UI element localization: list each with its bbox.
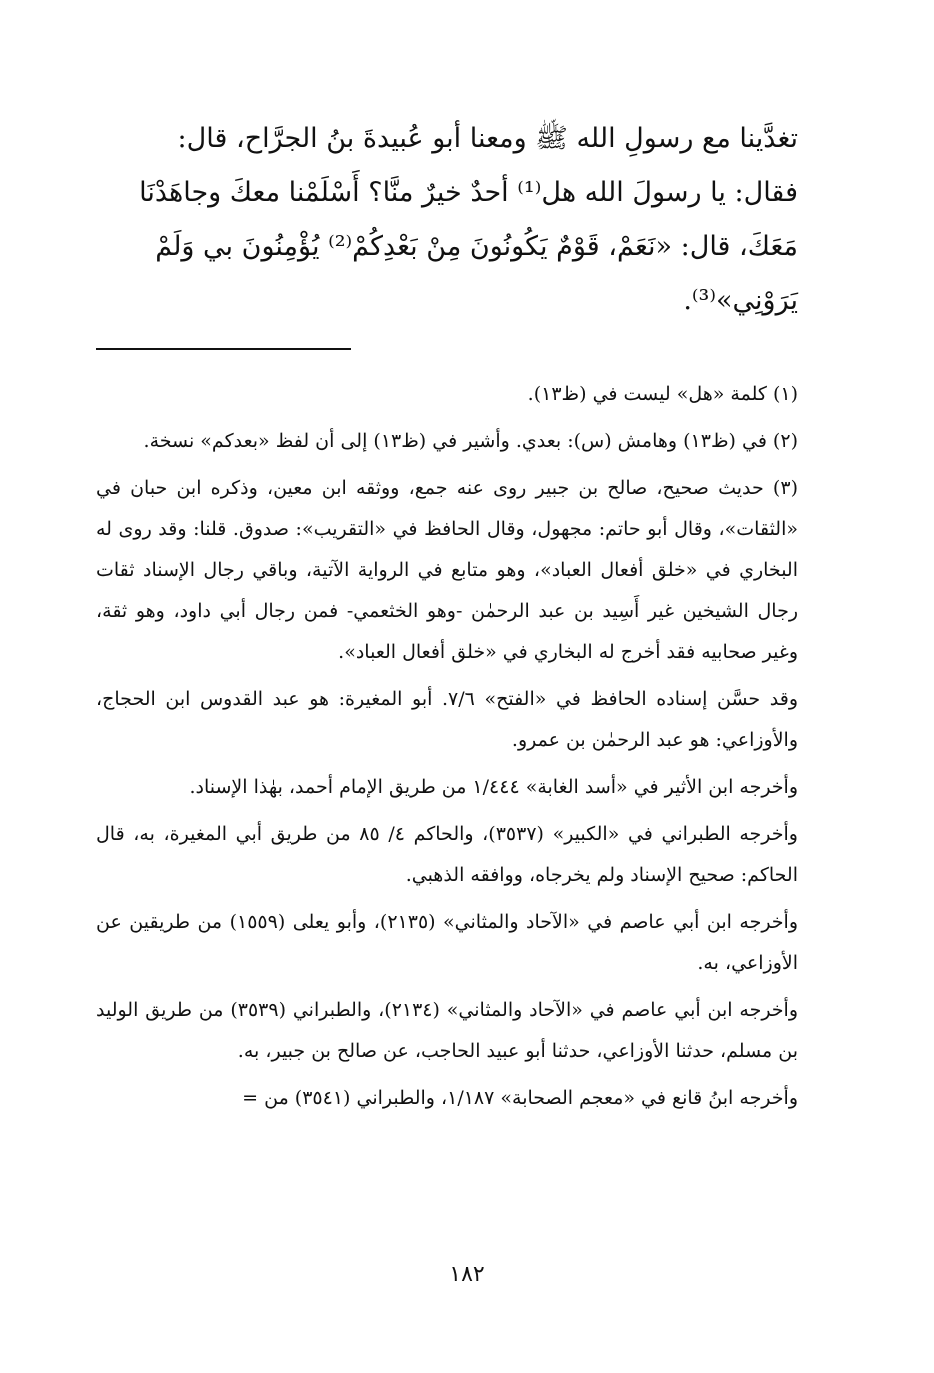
footnotes (96, 374, 798, 1119)
page-body (96, 112, 798, 1125)
footnote-paragraph: وأخرجه ابن أبي عاصم في «الآحاد والمثاني» (٢١٣٥)، وأبو يعلى (١٥٥٩) من طريقين عن الأوزاعي، به. (96, 911, 799, 974)
footnote-paragraph: وقد حسَّن إسناده الحافظ في «الفتح» ٧/٦. أبو المغيرة: هو عبد القدوس ابن الحجاج، والأوزاعي: هو عبد الرحمٰن بن عمرو. (96, 688, 798, 751)
footnote-paragraph: وأخرجه الطبراني في «الكبير» (٣٥٣٧)، والحاكم ٤/ ٨٥ من طريق أبي المغيرة، به، قال الحاكم: صحيح الإسناد ولم يخرجاه، ووافقه الذهبي. (96, 823, 798, 886)
footnote-paragraph: وأخرجه ابن الأثير في «أسد الغابة» ١/٤٤٤ من طريق الإمام أحمد، بهٰذا الإسناد. (189, 776, 798, 798)
main-text-line: تغدَّينا مع رسولِ الله ﷺ ومعنا أبو عُبيدةَ بنُ الجرَّاح، قال: (177, 123, 798, 154)
footnote-3: (٣) حديث صحيح، صالح بن جبير روى عنه جمع، ووثقه ابن معين، وذكره ابن حبان في «الثقات»، وقال أبو حاتم: مجهول، وقال الحافظ في «التقريب»: صدوق. قلنا: وقد روى له البخاري في «خلق أفعال العباد»، وهو متابع في الرواية الآتية، وباقي رجال الإسناد ثقات رجال الشيخين غير أَسِيد بن عبد الرحمٰن -وهو الخثعمي- فمن رجال أبي داود، وهو ثقة، وغير صحابيه فقد أخرج له البخاري في «خلق أفعال العباد». (96, 477, 798, 663)
main-text-line: مَعَكَ، قال: «نَعَمْ، قَوْمٌ يَكُونُونَ مِنْ بَعْدِكُمْ⁽²⁾ يُؤْمِنُونَ بي وَلَمْ (155, 231, 798, 262)
main-text-line: فقال: يا رسولَ الله هل⁽¹⁾ أحدٌ خيرٌ منَّا؟ أَسْلَمْنا معكَ وجاهَدْنَا (139, 177, 798, 208)
footnote-paragraph: وأخرجه ابن أبي عاصم في «الآحاد والمثاني» (٢١٣٤)، والطبراني (٣٥٣٩) من طريق الوليد بن مسلم، حدثنا الأوزاعي، حدثنا أبو عبيد الحاجب، عن صالح بن جبير، به. (96, 999, 798, 1062)
footnote-1: (١) كلمة «هل» ليست في (ظ١٣). (527, 383, 798, 405)
main-text-line: يَرَوْنِي»⁽³⁾. (683, 285, 798, 316)
footnote-2: (٢) في (ظ١٣) وهامش (س): بعدي. وأشير في (ظ١٣) إلى أن لفظ «بعدكم» نسخة. (143, 430, 798, 452)
footnote-paragraph: وأخرجه ابنُ قانع في «معجم الصحابة» ١/١٨٧، والطبراني (٣٥٤١) من = (242, 1087, 798, 1109)
footnote-separator (96, 342, 798, 362)
main-text (96, 112, 798, 328)
page-number: ١٨٢ (449, 1262, 485, 1287)
